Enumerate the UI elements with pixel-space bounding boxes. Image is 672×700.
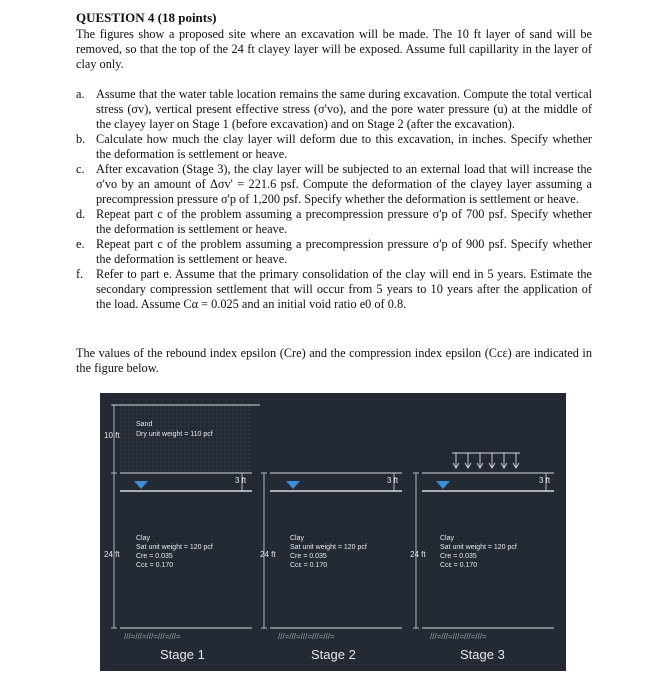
part-label: f. (76, 267, 84, 281)
clay-label: Clay (136, 535, 151, 542)
stage-1-panel (104, 405, 260, 662)
clay-thickness: 24 ft (104, 550, 120, 559)
clay-cre: Cre = 0.035 (290, 553, 327, 560)
water-table-icon (436, 481, 450, 489)
clay-thickness: 24 ft (410, 550, 426, 559)
clay-weight: Sat unit weight = 120 pcf (290, 544, 367, 551)
stage-3-panel (410, 453, 554, 662)
clay-cce: Ccε = 0.170 (290, 562, 328, 569)
values-note: The values of the rebound index epsilon (Cre) and the compression index epsilon (Ccε) are indicated in the figure below. (76, 346, 592, 375)
water-depth-label: 3 ft (235, 476, 247, 485)
part-label: b. (76, 132, 86, 146)
part-b (76, 132, 592, 162)
water-table-icon (286, 481, 300, 489)
part-label: e. (76, 237, 85, 251)
part-d (76, 207, 592, 237)
clay-thickness: 24 ft (260, 550, 276, 559)
clay-cce: Ccε = 0.170 (136, 562, 174, 569)
question-title: QUESTION 4 (18 points) (76, 10, 217, 25)
stage-2-label: Stage 2 (311, 647, 356, 662)
bedrock-hatch: ///=///=///=///=///= (430, 632, 487, 641)
clay-cce: Ccε = 0.170 (440, 562, 478, 569)
water-table-icon (134, 481, 148, 489)
water-depth-label: 3 ft (387, 476, 399, 485)
sand-thickness: 10 ft (104, 431, 120, 440)
question-parts-list (76, 87, 592, 312)
part-c (76, 162, 592, 207)
soil-profile-figure (100, 393, 566, 671)
question-intro: The figures show a proposed site where an excavation will be made. The 10 ft layer of sand will be removed, so that the top of the 24 ft clayey layer will be exposed. Assume full capillarity in the layer of clay only. (76, 27, 592, 71)
clay-label: Clay (290, 535, 305, 542)
sand-weight: Dry unit weight = 110 pcf (136, 431, 213, 438)
part-text: After excavation (Stage 3), the clay layer will be subjected to an external load that will increase the σ'vo by an amount of Δσv' = 221.6 psf. Compute the deformation of the clayey layer assuming a precompression pressure σ'p of 1,200 psf. Specify whether the deformation is settlement or heave. (96, 162, 592, 206)
bedrock-hatch: ///=///=///=///=///= (124, 632, 181, 641)
clay-weight: Sat unit weight = 120 pcf (440, 544, 517, 551)
sand-label: Sand (136, 421, 153, 428)
part-text: Repeat part c of the problem assuming a precompression pressure σ'p of 900 psf. Specify whether the deformation is settlement or heave. (96, 237, 592, 266)
part-f (76, 267, 592, 312)
bedrock-hatch: ///=///=///=///=///= (278, 632, 335, 641)
clay-label: Clay (440, 535, 455, 542)
stage-1-label: Stage 1 (160, 647, 205, 662)
part-label: c. (76, 162, 85, 176)
part-label: d. (76, 207, 86, 221)
clay-cre: Cre = 0.035 (440, 553, 477, 560)
stage-3-label: Stage 3 (460, 647, 505, 662)
part-text: Refer to part e. Assume that the primary consolidation of the clay will end in 5 years. Estimate the secondary compression settlement that will occur from 5 years to 10 years after the application of the load. Assume Cα = 0.025 and an initial void ratio e0 of 0.8. (96, 267, 592, 311)
part-text: Assume that the water table location remains the same during excavation. Compute the total vertical stress (σv), vertical present effective stress (σ'vo), and the pore water pressure (u) at the middle of the clayey layer on Stage 1 (before excavation) and on Stage 2 (after the excavation). (96, 87, 592, 131)
part-label: a. (76, 87, 85, 101)
sand-layer (120, 405, 252, 473)
clay-weight: Sat unit weight = 120 pcf (136, 544, 213, 551)
part-text: Repeat part c of the problem assuming a precompression pressure σ'p of 700 psf. Specify whether the deformation is settlement or heave. (96, 207, 592, 236)
surface-load-arrows (452, 453, 520, 468)
part-a (76, 87, 592, 132)
part-text: Calculate how much the clay layer will deform due to this excavation, in inches. Specify whether the deformation is settlement or heave. (96, 132, 592, 161)
water-depth-label: 3 ft (539, 476, 551, 485)
clay-cre: Cre = 0.035 (136, 553, 173, 560)
stage-2-panel (260, 473, 402, 662)
part-e (76, 237, 592, 267)
